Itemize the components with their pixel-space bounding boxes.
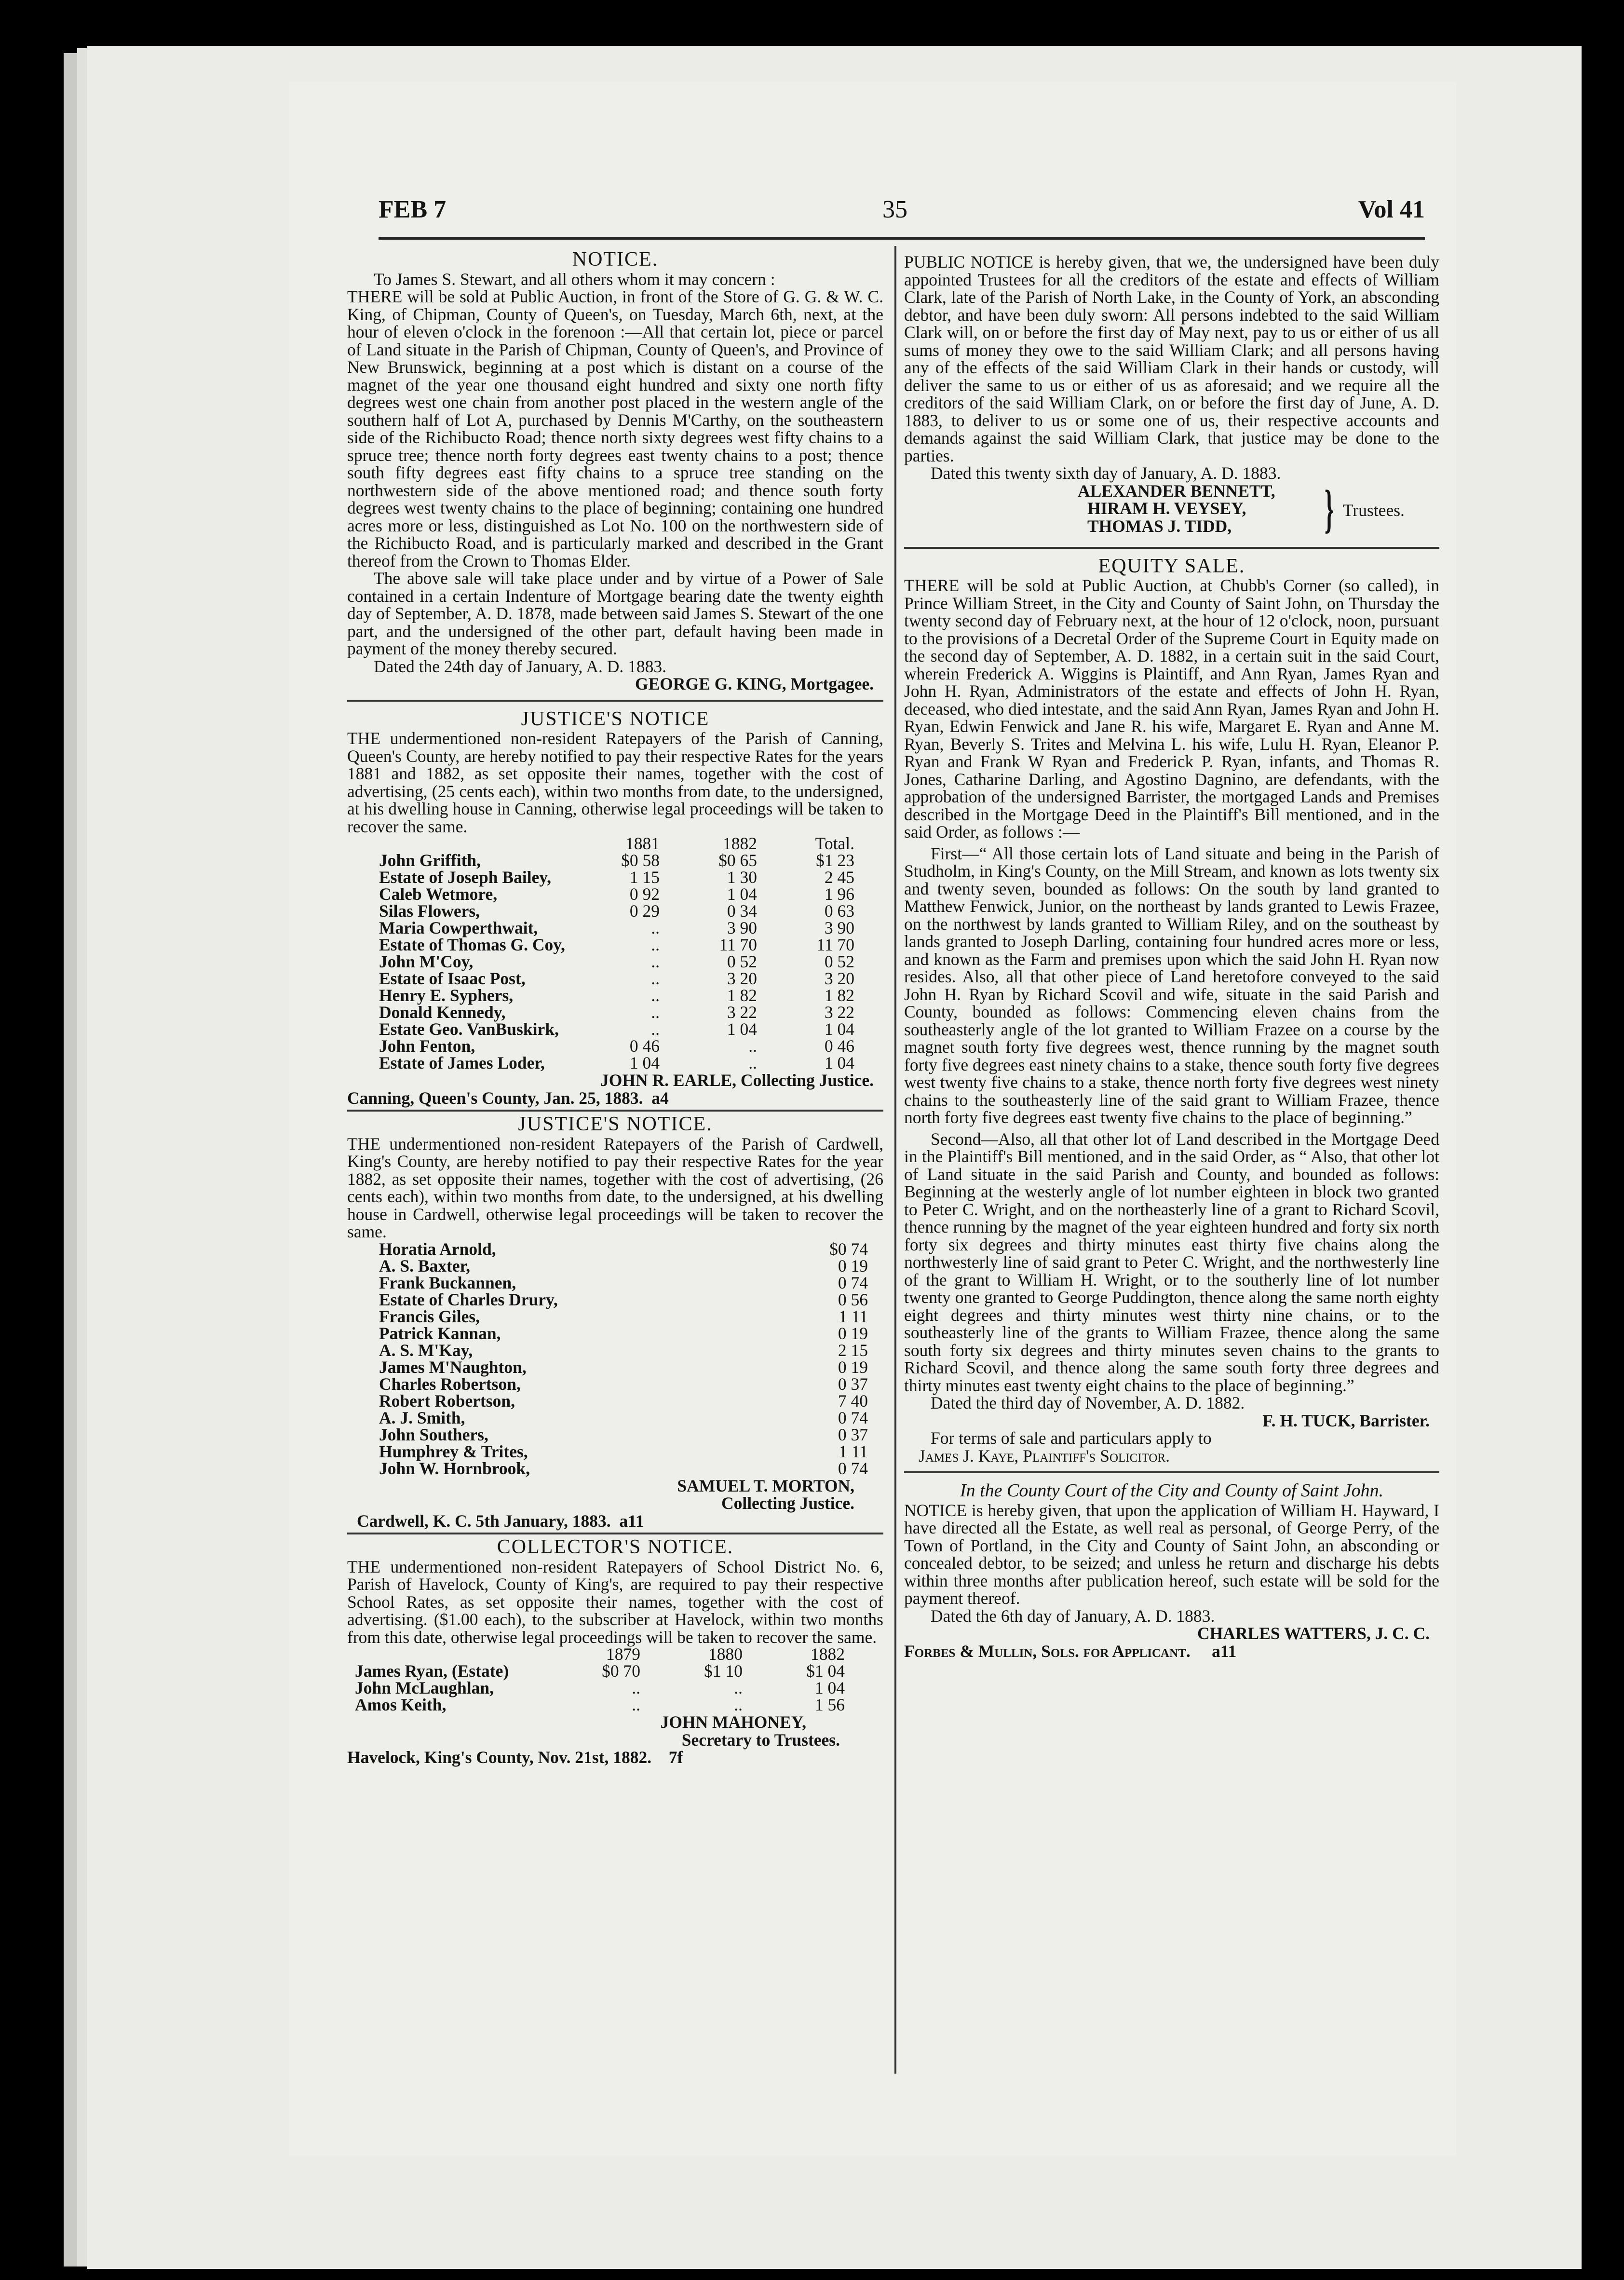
table-row [352,1663,848,1680]
dot-leader [604,1426,793,1443]
row-value: 2 15 [838,1340,868,1360]
page-header [379,195,1425,224]
issue-date: FEB 7 [379,196,447,223]
row-value: .. [632,1678,640,1697]
row-value: 0 37 [838,1425,868,1444]
row-name: Robert Robertson, [379,1391,515,1411]
row-value: .. [632,1695,640,1714]
row-value: .. [734,1678,743,1697]
table-row [352,1680,848,1696]
row-value: 3 20 [824,969,854,988]
row-value: $0 58 [621,851,660,870]
row-value: 0 52 [727,952,757,971]
public-notice-body: PUBLIC NOTICE is hereby given, that we, the undersigned have been duly appointed Trustees for all the creditors of the estate and effects of William Clark, late of the Parish of North Lake, in the County of York, an absconding debtor, and have been duly sworn: All persons indebted to the said William Clark will, on or before the first day of May next, pay to us or either of us all sums of money they owe to the said William Clark; and all persons having any of the effects of the said William Clark in their hands or custody, will deliver the same to us or either of us as aforesaid; and we require all the creditors of the said William Clark, on or before the first day of June, A. D. 1883, to deliver to us or some one of us, their respective accounts and demands against the said William Clark, that justice may be done to the parties. [904,252,1439,465]
row-value: .. [734,1695,743,1714]
row-name: James Ryan, (Estate) [355,1661,509,1681]
row-value: 1 82 [727,986,757,1005]
county-court-dated: Dated the 6th day of January, A. D. 1883. [931,1606,1215,1626]
row-value: .. [748,1036,757,1056]
row-value: 3 90 [824,918,854,937]
row-name: James M'Naughton, [379,1357,527,1377]
justice1-place [347,1089,883,1107]
row-name: Horatia Arnold, [379,1239,496,1259]
table-row [376,936,857,953]
equity-terms: For terms of sale and particulars apply to [931,1428,1212,1448]
justice1-place-text: Canning, Queen's County, Jan. 25, 1883. [347,1088,643,1108]
row-value: 1 04 [629,1053,660,1072]
justice2-code: a11 [619,1511,644,1531]
equity-solicitor: James J. Kaye, Plaintiff's Solicitor. [919,1446,1170,1466]
dot-leader [604,1258,793,1275]
row-value: $1 10 [704,1661,743,1681]
row-name: John McLaughlan, [355,1678,494,1697]
table-row [376,1291,871,1308]
row-name: Amos Keith, [355,1695,447,1714]
row-name: Estate of Isaac Post, [379,969,526,988]
dot-leader [604,1460,793,1477]
row-name: Frank Buckannen, [379,1273,516,1292]
row-name: John Fenton, [379,1036,475,1056]
notice-dated: Dated the 24th day of January, A. D. 1883. [374,656,666,676]
col-1882: 1882 [723,834,757,853]
collector-title: COLLECTOR'S NOTICE. [497,1536,734,1558]
table-row [376,953,857,970]
equity-signature: F. H. TUCK, Barrister. [1262,1411,1430,1430]
collector-place [347,1749,883,1766]
row-name: Henry E. Syphers, [379,986,514,1005]
table-row [376,1410,871,1426]
table-header [376,835,857,852]
row-value: 1 04 [727,1019,757,1039]
justice2-body: THE undermentioned non-resident Ratepayers of the Parish of Cardwell, King's County, are hereby notified to pay their respective Rates for the year 1882, as set opposite their names, together with the cost of advertising, (26 cents each), within two months from date, to the undersigned, at his dwelling house in Cardwell, otherwise legal proceedings will be taken to recover the same. [347,1134,883,1241]
row-value: 0 63 [824,901,854,921]
row-value: 0 37 [838,1374,868,1394]
divider [347,700,883,702]
dot-leader [604,1308,793,1325]
table-row [376,1325,871,1342]
row-value: 11 70 [719,935,757,954]
row-name: Maria Cowperthwait, [379,918,538,937]
collector-signature-2: Secretary to Trustees. [681,1730,840,1750]
row-name: Estate of Joseph Bailey, [379,868,551,887]
public-notice-dated: Dated this twenty sixth day of January, A. D. 1883. [931,463,1281,483]
row-value: $1 23 [816,851,854,870]
row-value: $1 04 [806,1661,845,1681]
table-row [376,920,857,936]
notice-signature: GEORGE G. KING, Mortgagee. [635,674,874,693]
justice1-body: THE undermentioned non-resident Ratepayers of the Parish of Canning, Queen's County, are hereby notified to pay their respective Rates for the years 1881 and 1882, as set opposite their names, together with the cost of advertising, (25 cents each), within two months from date, to the undersigned, at his dwelling house in Canning, otherwise legal proceedings will be taken to recover the same. [347,729,883,836]
row-value: 1 04 [824,1019,854,1039]
row-name: A. J. Smith, [379,1408,465,1427]
row-name: A. S. Baxter, [379,1256,471,1276]
justice1-title: JUSTICE'S NOTICE [521,707,710,730]
row-value: 1 15 [629,868,660,887]
notice-body-2: The above sale will take place under and by virtue of a Power of Sale contained in a certain Indenture of Mortgage bearing date the twenty eighth day of September, A. D. 1878, made between said James S. Stewart of the one part, and the undersigned of the other part, default having been made in payment of the money thereby secured. [347,569,883,658]
row-value: 0 74 [838,1273,868,1292]
divider [904,1471,1439,1473]
justice1-code: a4 [651,1088,669,1108]
row-value: 3 90 [727,918,757,937]
dot-leader [604,1359,793,1376]
table-row [376,903,857,920]
notice-address: To James S. Stewart, and all others whom it may concern : [374,269,775,289]
collector-signature-1: JOHN MAHONEY, [660,1712,806,1732]
row-value: 2 45 [824,868,854,887]
equity-dated: Dated the third day of November, A. D. 1882. [931,1393,1245,1412]
row-value: 0 46 [629,1036,660,1056]
divider [347,1533,883,1534]
table-row [376,1275,871,1291]
row-value: 0 19 [838,1357,868,1377]
trustee-3: THOMAS J. TIDD, [1087,516,1232,536]
table-row [376,1055,857,1072]
row-name: Donald Kennedy, [379,1003,506,1022]
row-value: .. [748,1053,757,1072]
row-value: 11 70 [816,935,854,954]
collector-table [352,1646,848,1713]
row-value: 0 74 [838,1408,868,1427]
equity-second: Second—Also, all that other lot of Land described in the Mortgage Deed in the Plaintiff's Bill mentioned, and in the said Order, as “ Also, that other lot of Land situate in the said Parish and County, and bounded as follows: Beginning at the westerly angle of lot number eighteen in block two granted to Peter C. Wright, and on the northeasterly line of a grant to Richard Scovil, thence running by the magnet of the year eighteen hundred and forty six north forty six degrees and thirty minutes east thirty five chains along the northwesterly line of said grant to Peter C. Wright, and the northwesterly line of the grant to William H. Wright, or to the southerly line of lot number twenty one granted to George Puddington, thence along the same north eighty eight degrees and thirty minutes west thirty nine chains, or to the southeasterly line of the grants to William Frazee, thence along the same south forty six degrees and thirty minutes seven chains to the grants to Richard Scovil, and thence along the same south forty three degrees and thirty minutes east twenty eight chains to the place of beginning.” [904,1129,1439,1395]
page-number: 35 [882,196,907,223]
row-name: John W. Hornbrook, [379,1458,530,1478]
row-value: 3 20 [727,969,757,988]
row-name: Humphrey & Trites, [379,1441,528,1461]
table-row [376,852,857,869]
row-name: Charles Robertson, [379,1374,521,1394]
row-name: Patrick Kannan, [379,1323,501,1343]
row-name: Silas Flowers, [379,901,480,921]
row-value: 1 56 [814,1695,845,1714]
justice2-table [376,1241,871,1477]
row-value: 7 40 [838,1391,868,1411]
left-column [347,248,883,1767]
row-name: John Southers, [379,1425,488,1444]
dot-leader [604,1241,793,1258]
table-row [376,970,857,987]
row-value: 0 19 [838,1323,868,1343]
volume-number: Vol 41 [1358,196,1425,223]
collector-body: THE undermentioned non-resident Ratepayers of School District No. 6, Parish of Havelock, County of King's, are required to pay their respective School Rates, as set opposite their names, together with the cost of advertising. ($1.00 each), to the subscriber at Havelock, within two months from this date, otherwise legal proceedings will be taken to recover the same. [347,1557,883,1647]
collector-code: 7f [668,1748,683,1767]
county-court-body: NOTICE is hereby given, that upon the application of William H. Hayward, I have directed all the Estate, as well real as personal, of George Perry, of the Town of Portland, in the City and County of Saint John, an absconding or concealed debtor, to be seized; and unless he return and discharge his debts within three months after publication hereof, such estate will be sold for the payment thereof. [904,1500,1439,1608]
dot-leader [604,1443,793,1460]
row-value: 3 22 [824,1003,854,1022]
equity-body: THERE will be sold at Public Auction, at Chubb's Corner (so called), in Prince William Street, in the City and County of Saint John, on Thursday the twenty second day of February next, at the hour of 12 o'clock, noon, pursuant to the provisions of a Decretal Order of the Supreme Court in Equity made on the second day of September, A. D. 1882, in a certain suit in the said Court, wherein Frederick A. Wiggins is Plaintiff, and Ann Ryan, James Ryan and John H. Ryan, Administrators of the estate and effects of John H. Ryan, deceased, who died intestate, and the said Ann Ryan, James Ryan and John H. Ryan, Edwin Fenwick and Jane R. his wife, Margaret E. Ryan and Anne M. Ryan, Beverly S. Trites and Melvina L. his wife, Lulu H. Ryan, Eleanor P. Ryan and Frank W Ryan and Frederick P. Ryan, infants, and Thomas R. Jones, Catharine Darling, and Agostino Dagnino, are defendants, with the approbation of the undersigned Barrister, the mortgaged Lands and Premises described in the Mortgage Deed in the Plaintiff's Bill mentioned, and in the said Order, as follows :— [904,576,1439,841]
col-total: Total. [815,834,854,853]
trustee-2: HIRAM H. VEYSEY, [1087,499,1246,518]
row-name: Estate of Thomas G. Coy, [379,935,565,954]
table-row [352,1696,848,1713]
row-value: 0 34 [727,901,757,921]
row-value: 0 19 [838,1256,868,1276]
row-value: .. [651,969,660,988]
row-value: 1 82 [824,986,854,1005]
dot-leader [604,1393,793,1410]
row-value: 0 46 [824,1036,854,1056]
justice2-signature-2: Collecting Justice. [721,1493,854,1513]
row-value: .. [651,918,660,937]
row-name: Francis Giles, [379,1306,480,1326]
col-1880: 1880 [708,1644,743,1664]
divider [347,1110,883,1112]
dot-leader [604,1291,793,1308]
table-row [376,1393,871,1410]
row-value: $0 65 [718,851,757,870]
row-value: 0 74 [838,1458,868,1478]
row-value: .. [651,935,660,954]
table-row [376,1258,871,1275]
county-court-title: In the County Court of the City and County of Saint John. [960,1480,1384,1501]
table-row [376,1443,871,1460]
table-row [376,886,857,903]
table-row [376,987,857,1004]
dot-leader [604,1376,793,1393]
row-value: 0 56 [838,1289,868,1309]
justice1-table [376,835,857,1072]
row-value: $0 70 [602,1661,640,1681]
row-value: 1 04 [824,1053,854,1072]
table-row [376,1342,871,1359]
row-value: $0 74 [829,1239,868,1259]
table-row [376,1426,871,1443]
dot-leader [604,1325,793,1342]
row-value: 3 22 [727,1003,757,1022]
row-value: 1 96 [824,884,854,904]
table-row [376,869,857,886]
brace-glyph: } [1324,479,1334,538]
dot-leader [604,1275,793,1291]
right-column [904,253,1439,1660]
row-value: 1 04 [814,1678,845,1697]
row-value: 1 30 [727,868,757,887]
trustee-1: ALEXANDER BENNETT, [1078,481,1275,501]
dot-leader [604,1342,793,1359]
table-row [376,1308,871,1325]
row-value: 1 11 [839,1306,868,1326]
row-value: 1 11 [839,1441,868,1461]
equity-title: EQUITY SALE. [1098,555,1245,577]
notice-body: THERE will be sold at Public Auction, in front of the Store of G. G. & W. C. King, of Chipman, County of Queen's, on Tuesday, March 6th, next, at the hour of eleven o'clock in the forenoon :—All that certain lot, piece or parcel of Land situate in the Parish of Chipman, County of Queen's, and Province of New Brunswick, beginning at a post which is distant on a course of the magnet of the year one thousand eight hundred and sixty one north fifty degrees west one chain from another post placed in the western angle of the southern half of Lot A, purchased by Dennis M'Carthy, on the southeastern side of the Richibucto Road; thence north sixty degrees west fifty chains to a spruce tree; thence north forty degrees east twenty chains to a post; thence south fifty degrees east fifty chains to a spruce tree standing on the northwestern side of the above mentioned road; and thence south forty degrees west twenty chains to the place of beginning; containing one hundred acres more or less, distinguished as Lot No. 100 on the northwestern side of the Richibucto Road, and is particularly marked and described in the Grant thereof from the Crown to Thomas Elder. [347,287,883,570]
county-court-sols [904,1642,1439,1660]
trustees-label: Trustees. [1343,500,1405,520]
col-1882: 1882 [811,1644,845,1664]
table-header [352,1646,848,1663]
row-name: Estate of Charles Drury, [379,1289,558,1309]
collector-place-text: Havelock, King's County, Nov. 21st, 1882. [347,1748,652,1767]
county-code: a11 [1212,1641,1237,1661]
row-value: 0 52 [824,952,854,971]
justice1-signature: JOHN R. EARLE, Collecting Justice. [600,1071,874,1090]
table-row [376,1038,857,1055]
col-1879: 1879 [606,1644,640,1664]
table-row [376,1021,857,1038]
header-rule [379,237,1425,240]
row-value: .. [651,1003,660,1022]
row-value: 0 92 [629,884,660,904]
row-value: 0 29 [629,901,660,921]
column-rule [894,246,896,2074]
table-row [376,1376,871,1393]
notice-title: NOTICE. [572,248,659,271]
row-name: John Griffith, [379,851,481,870]
row-value: 1 04 [727,884,757,904]
justice2-title: JUSTICE'S NOTICE. [518,1113,713,1135]
justice2-place-text: Cardwell, K. C. 5th January, 1883. [357,1511,611,1531]
dot-leader [604,1410,793,1426]
table-row [376,1359,871,1376]
sols-text: Forbes & Mullin, Sols. for Applicant. [904,1641,1191,1661]
justice2-place [347,1512,883,1530]
county-court-signature: CHARLES WATTERS, J. C. C. [1197,1624,1430,1643]
table-row [376,1004,857,1021]
row-name: A. S. M'Kay, [379,1340,473,1360]
row-value: .. [651,986,660,1005]
table-row [376,1241,871,1258]
row-value: .. [651,952,660,971]
divider [904,547,1439,549]
row-name: Estate of James Loder, [379,1053,545,1072]
col-1881: 1881 [625,834,660,853]
equity-first: First—“ All those certain lots of Land situate and being in the Parish of Studholm, in King's County, on the Mill Stream, and known as lots twenty six and twenty seven, bounded as follows: On the south by land granted to Matthew Fenwick, Junior, on the northeast by lands granted to Lewis Frazee, on the northwest by lands granted to William Riley, and on the southeast by lands granted to Joseph Darling, containing four hundred acres more or less, and known as the Farm and premises upon which the said John H. Ryan now resides. Also, all that other piece of Land heretofore conveyed to the said John H. Ryan by Richard Scovil and wife, situate in the said Parish and County, bounded as follows: Commencing eleven chains from the southeasterly angle of the lot granted to William Frazee on a course by the magnet south forty five degrees west, thence running by the magnet south forty five degrees east ninety chains to a stake, thence south forty five degrees west twenty five chains to a stake, thence north forty five degrees west ninety chains to the southeasterly line of the said grant to William Frazee, thence north forty five degrees east twenty five chains to the place of beginning.” [904,843,1439,1127]
row-name: Caleb Wetmore, [379,884,498,904]
row-name: John M'Coy, [379,952,474,971]
justice2-signature-1: SAMUEL T. MORTON, [677,1476,854,1495]
table-row [376,1460,871,1477]
row-name: Estate Geo. VanBuskirk, [379,1019,559,1039]
row-value: .. [651,1019,660,1039]
trustees-block [1078,479,1439,540]
